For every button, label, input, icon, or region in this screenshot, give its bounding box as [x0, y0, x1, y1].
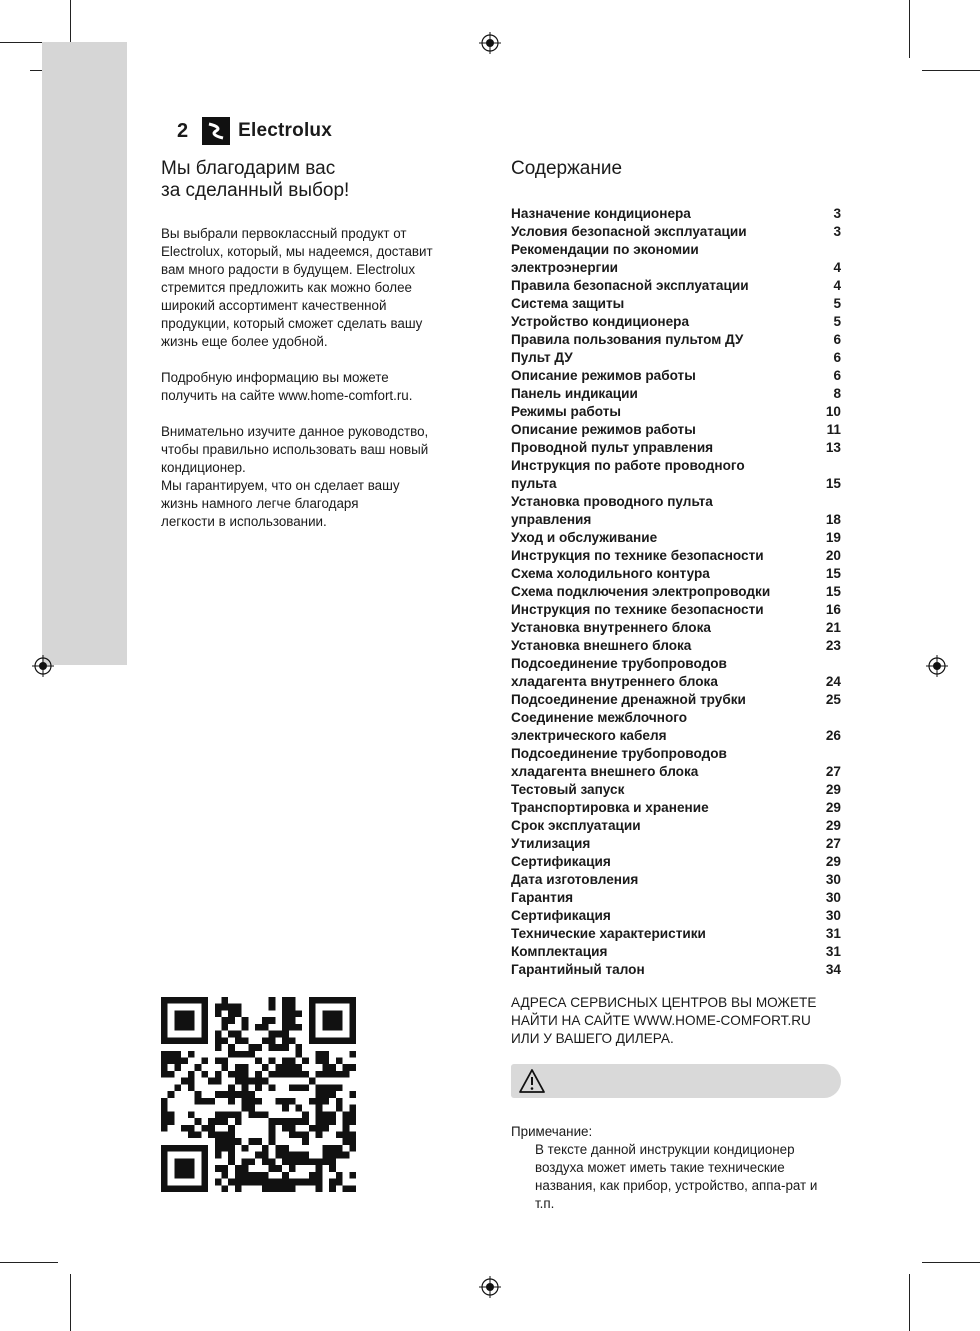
toc-item-page: 8 [833, 386, 841, 401]
toc-item [511, 547, 841, 565]
toc-item [511, 529, 841, 547]
toc-item [511, 295, 841, 313]
toc-item-label: Назначение кондиционера [511, 206, 691, 221]
toc-item-page: 6 [833, 332, 841, 347]
toc-item [511, 745, 841, 781]
toc-item-label: Правила пользования пультом ДУ [511, 332, 744, 347]
toc-item-page: 27 [825, 836, 841, 851]
toc-item-page: 10 [825, 404, 841, 419]
toc-item [511, 205, 841, 223]
toc-item-page: 27 [825, 764, 841, 779]
toc-item-label: Схема холодильного контура [511, 566, 710, 581]
toc-item-label: Подсоединение дренажной трубки [511, 692, 746, 707]
toc-item-page: 3 [833, 224, 841, 239]
brand-name: Electrolux [238, 120, 332, 141]
guarantee-paragraph: Внимательно изучите данное руководство, чтобы правильно использовать ваш новый кондиционер. Мы гарантируем, что он сделает вашу жизнь намного легче благодаря легкости в использовании. [161, 424, 429, 529]
toc-item-label: Система защиты [511, 296, 625, 311]
toc-item-page: 29 [825, 818, 841, 833]
toc-item-page: 26 [825, 728, 841, 743]
note-text: В тексте данной инструкции кондиционер воздуха может иметь такие технические названия, как прибор, устройство, аппа-рат и т.п. [535, 1142, 818, 1211]
toc-item-label: Комплектация [511, 944, 608, 959]
toc-item [511, 907, 841, 925]
qr-code [161, 997, 356, 1192]
toc-item-page: 15 [825, 566, 841, 581]
info-paragraph: Подробную информацию вы можете получить на сайте www.home-comfort.ru. [161, 370, 413, 403]
toc-item-page: 25 [825, 692, 841, 707]
toc-item-page: 29 [825, 800, 841, 815]
toc-item-label: Подсоединение трубопроводов хладагента внешнего блока [511, 746, 727, 779]
toc-item [511, 439, 841, 457]
toc-item [511, 313, 841, 331]
toc-item [511, 853, 841, 871]
toc-item [511, 421, 841, 439]
note-title: Примечание: [511, 1124, 593, 1139]
toc-item-page: 30 [825, 872, 841, 887]
toc-item-page: 24 [825, 674, 841, 689]
crop-mark [70, 1274, 71, 1331]
toc-item-label: Установка внешнего блока [511, 638, 692, 653]
toc-item-page: 31 [825, 944, 841, 959]
registration-mark-icon [32, 655, 54, 677]
toc-item-label: Уход и обслуживание [511, 530, 658, 545]
toc-item-page: 16 [825, 602, 841, 617]
toc-item [511, 565, 841, 583]
toc-item-label: Технические характеристики [511, 926, 706, 941]
toc-item-label: Сертификация [511, 908, 611, 923]
toc-item-label: Рекомендации по экономии электроэнергии [511, 242, 699, 275]
toc-item-label: Схема подключения электропроводки [511, 584, 771, 599]
toc-item-label: Соединение межблочного электрического кабеля [511, 710, 688, 743]
toc-item-label: Инструкция по технике безопасности [511, 548, 764, 563]
greeting-heading: Мы благодарим вас за сделанный выбор! [161, 158, 350, 201]
warning-triangle-icon [518, 1068, 546, 1094]
toc-item [511, 817, 841, 835]
crop-mark [909, 0, 910, 58]
table-of-contents [511, 158, 841, 979]
page-number: 2 [177, 119, 189, 142]
toc-item [511, 601, 841, 619]
toc-title: Содержание [511, 158, 623, 179]
toc-item-label: Инструкция по технике безопасности [511, 602, 764, 617]
toc-item [511, 493, 841, 529]
toc-item [511, 637, 841, 655]
crop-mark [909, 1274, 910, 1331]
toc-list [511, 205, 841, 979]
toc-item-page: 20 [825, 548, 841, 563]
toc-item-label: Устройство кондиционера [511, 314, 690, 329]
page-header [177, 117, 332, 145]
toc-item-page: 21 [825, 620, 841, 635]
toc-item-label: Пульт ДУ [511, 350, 573, 365]
service-centers-notice: АДРЕСА СЕРВИСНЫХ ЦЕНТРОВ ВЫ МОЖЕТЕ НАЙТИ НА САЙТЕ WWW.HOME-COMFORT.RU ИЛИ У ВАШЕГО ДИЛЕРА. [511, 995, 817, 1046]
toc-item [511, 457, 841, 493]
toc-item-page: 4 [833, 278, 841, 293]
toc-item-page: 34 [825, 962, 841, 977]
toc-item [511, 655, 841, 691]
intro-paragraph: Вы выбрали первоклассный продукт от Electrolux, который, мы надеемся, доставит вам много радости в будущем. Electrolux стремится предложить как можно более широкий ассортимент качественной продукции, который сможет сделать вашу жизнь еще более удобной. [161, 226, 433, 349]
toc-item-page: 29 [825, 782, 841, 797]
registration-mark-icon [479, 32, 501, 54]
toc-item-page: 23 [825, 638, 841, 653]
toc-item-label: Подсоединение трубопроводов хладагента внутреннего блока [511, 656, 727, 689]
toc-item-label: Режимы работы [511, 404, 622, 419]
toc-item-page: 6 [833, 368, 841, 383]
toc-item [511, 277, 841, 295]
toc-item-page: 5 [833, 296, 841, 311]
toc-item [511, 583, 841, 601]
toc-item-page: 19 [825, 530, 841, 545]
warning-bar [511, 1064, 841, 1098]
toc-item [511, 241, 841, 277]
registration-mark-icon [926, 655, 948, 677]
crop-mark [922, 70, 980, 71]
toc-item-label: Установка проводного пульта управления [511, 494, 713, 527]
electrolux-logo-icon [202, 117, 230, 145]
toc-item [511, 691, 841, 709]
toc-item-page: 15 [825, 476, 841, 491]
toc-item-label: Гарантия [511, 890, 574, 905]
toc-item [511, 385, 841, 403]
toc-item [511, 709, 841, 745]
toc-item-label: Проводной пульт управления [511, 440, 714, 455]
toc-item-page: 11 [826, 422, 841, 437]
toc-item-label: Установка внутреннего блока [511, 620, 711, 635]
toc-item [511, 943, 841, 961]
toc-item [511, 349, 841, 367]
toc-item [511, 925, 841, 943]
toc-item-label: Описание режимов работы [511, 422, 696, 437]
toc-item-label: Утилизация [511, 836, 591, 851]
toc-item-label: Панель индикации [511, 386, 638, 401]
sidebar-band [42, 42, 127, 665]
toc-item [511, 871, 841, 889]
toc-item [511, 781, 841, 799]
toc-item-label: Сертификация [511, 854, 611, 869]
toc-item-label: Тестовый запуск [511, 782, 625, 797]
toc-item-page: 3 [833, 206, 841, 221]
toc-item-label: Условия безопасной эксплуатации [511, 224, 747, 239]
toc-item-page: 18 [825, 512, 841, 527]
toc-item-page: 13 [825, 440, 841, 455]
toc-item [511, 799, 841, 817]
toc-item-label: Правила безопасной эксплуатации [511, 278, 749, 293]
toc-item [511, 619, 841, 637]
registration-mark-icon [479, 1276, 501, 1298]
toc-item [511, 403, 841, 421]
toc-item-label: Дата изготовления [511, 872, 639, 887]
toc-item-page: 29 [825, 854, 841, 869]
toc-item-page: 5 [833, 314, 841, 329]
toc-item-page: 31 [825, 926, 841, 941]
toc-item [511, 331, 841, 349]
toc-item [511, 889, 841, 907]
toc-item-label: Транспортировка и хранение [511, 800, 709, 815]
toc-item [511, 961, 841, 979]
toc-item-page: 30 [825, 890, 841, 905]
toc-item-page: 30 [825, 908, 841, 923]
toc-item-label: Описание режимов работы [511, 368, 696, 383]
toc-item-label: Гарантийный талон [511, 962, 645, 977]
toc-item [511, 223, 841, 241]
toc-item [511, 367, 841, 385]
crop-mark [0, 1262, 58, 1263]
toc-item-label: Инструкция по работе проводного пульта [511, 458, 745, 491]
toc-item-page: 6 [833, 350, 841, 365]
intro-column [161, 158, 481, 549]
toc-item-label: Срок эксплуатации [511, 818, 641, 833]
toc-item-page: 15 [825, 584, 841, 599]
crop-mark [922, 1262, 980, 1263]
toc-item [511, 835, 841, 853]
toc-item-page: 4 [833, 260, 841, 275]
